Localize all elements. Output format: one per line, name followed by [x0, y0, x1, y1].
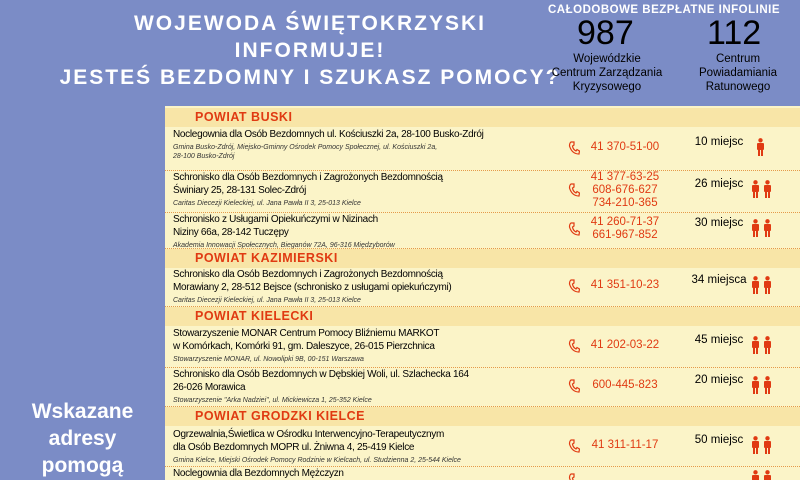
phone-icon — [568, 222, 580, 236]
shelter-operator — [173, 396, 553, 405]
shelter-operator-line: Caritas Diecezji Kieleckiej, ul. Jana Pawła II 3, 25-013 Kielce — [173, 200, 361, 207]
shelter-operator-line: Gmina Kielce, Miejski Ośrodek Pomocy Rodzinie w Kielcach, ul. Studzienna 2, 25-544 Kielce — [173, 457, 461, 464]
shelter-entry — [173, 213, 553, 250]
shelter-name — [173, 368, 553, 394]
shelter-operator — [173, 456, 553, 465]
hotline-label-line: Kryzysowego — [572, 81, 642, 93]
phone-number[interactable]: 600-445-823 — [592, 379, 658, 391]
shelter-name-line: Schronisko dla Osób Bezdomnych i Zagrożonych Bezdomnością — [173, 172, 443, 183]
phone-icon — [568, 439, 580, 453]
phone-icon — [568, 339, 580, 353]
person-icon — [763, 336, 772, 354]
person-icon — [751, 180, 760, 198]
phone-number[interactable]: 608-676-627 — [592, 183, 658, 196]
shelter-operator-line: Gmina Busko-Zdrój, Miejsko-Gminny Ośrodek Pomocy Społecznej, ul. Kościuszki 2a, — [173, 144, 438, 151]
shelter-name — [173, 213, 553, 239]
person-icon — [751, 219, 760, 237]
person-icon — [751, 376, 760, 394]
slogan-line: Wskazane — [31, 400, 134, 423]
phone-numbers — [565, 439, 685, 452]
title-line: WOJEWODA ŚWIĘTOKRZYSKI — [133, 12, 486, 35]
shelter-entry — [173, 368, 553, 405]
shelter-name — [173, 268, 553, 294]
infoline-title: CAŁODOBOWE BEZPŁATNE INFOLINIE — [547, 4, 780, 16]
shelter-name — [173, 467, 553, 480]
phone-numbers — [565, 339, 685, 352]
shelter-name-line: Noclegownia dla Bezdomnych Mężczyzn — [173, 468, 344, 479]
shelter-name-line: Schronisko dla Osób Bezdomnych w Dębskiej Woli, ul. Szlachecka 164 — [173, 369, 469, 380]
shelter-operator-line: Stowarzyszenie "Arka Nadziei", ul. Mickiewicza 1, 25-352 Kielce — [173, 397, 372, 404]
hotline-label-line: Centrum Zarządzania — [551, 67, 663, 79]
shelter-name — [173, 128, 553, 141]
phone-number[interactable]: 41 370-51-00 — [590, 141, 660, 153]
section-header: POWIAT GRODZKI KIELCE — [165, 407, 800, 426]
shelter-entry — [173, 428, 553, 465]
hotline-label-line: Powiadamiania — [699, 67, 777, 79]
person-icon — [763, 436, 772, 454]
shelter-operator — [173, 199, 553, 208]
person-icon — [751, 336, 760, 354]
phone-icon — [568, 379, 580, 393]
shelter-operator — [173, 296, 553, 305]
person-icon — [751, 276, 760, 294]
places-count: 30 miejsc — [694, 217, 744, 229]
side-slogan — [0, 398, 165, 479]
title-line: INFORMUJE! — [234, 39, 386, 62]
shelter-name-line: dla Osób Bezdomnych MOPR ul. Żniwna 4, 25-419 Kielce — [173, 442, 415, 453]
person-icon — [756, 138, 765, 156]
shelter-entry — [173, 327, 553, 364]
phone-icon — [568, 141, 580, 155]
phone-numbers — [565, 279, 685, 292]
person-icon — [763, 376, 772, 394]
shelter-name-line: Schronisko z Usługami Opiekuńczymi w Nizinach — [173, 214, 378, 225]
phone-numbers — [565, 171, 685, 210]
shelter-operator-line: Akademia Innowacji Społecznych, Bieganów 72A, 96-316 Międzyborów — [173, 242, 395, 249]
phone-numbers — [565, 379, 685, 392]
shelter-entry — [173, 171, 553, 208]
shelter-entry — [173, 128, 553, 161]
shelter-name-line: 26-026 Morawica — [173, 382, 246, 393]
hotline-label — [680, 52, 796, 94]
hotline-label-line: Wojewódzkie — [573, 53, 641, 65]
phone-number[interactable]: 41 377-63-25 — [590, 170, 660, 183]
person-icon — [763, 219, 772, 237]
places-count: 26 miejsc — [694, 178, 744, 190]
shelter-name-line: Stowarzyszenie MONAR Centrum Pomocy Bliźniemu MARKOT — [173, 328, 440, 339]
shelter-entry — [173, 268, 553, 305]
page-title — [0, 10, 620, 91]
places-count: 34 miejsca — [691, 273, 747, 286]
shelter-name — [173, 428, 553, 454]
shelter-operator-line: Stowarzyszenie MONAR, ul. Nowolipki 9B, 00-151 Warszawa — [173, 356, 364, 363]
places-count: 50 miejsc — [694, 433, 744, 446]
phone-icon — [568, 473, 580, 480]
slogan-line: adresy — [48, 427, 117, 450]
person-icon — [751, 470, 760, 480]
section-header: POWIAT KAZIMIERSKI — [165, 249, 800, 268]
phone-icon — [568, 183, 580, 197]
person-icon — [751, 436, 760, 454]
title-line: JESTEŚ BEZDOMNY I SZUKASZ POMOCY? — [59, 66, 561, 89]
hotline-label-line: Centrum — [715, 53, 761, 65]
shelter-name-line: Niziny 66a, 28-142 Tuczępy — [173, 227, 289, 238]
shelter-name — [173, 327, 553, 353]
section-header: POWIAT BUSKI — [165, 108, 800, 127]
places-count: 45 miejsc — [694, 333, 744, 346]
shelter-operator-line: Caritas Diecezji Kieleckiej, ul. Jana Pawła II 3, 25-013 Kielce — [173, 297, 361, 304]
shelter-entry — [173, 467, 553, 480]
header — [0, 0, 800, 106]
hotline-label-line: Ratunowego — [705, 81, 771, 93]
shelter-name-line: Świniary 25, 28-131 Solec-Zdrój — [173, 185, 306, 196]
shelter-operator — [173, 355, 553, 364]
section-header: POWIAT KIELECKI — [165, 307, 800, 326]
person-icon — [763, 180, 772, 198]
slogan-line: pomogą — [41, 454, 124, 477]
shelter-name-line: w Komórkach, Komórki 91, gm. Daleszyce, 26-015 Pierzchnica — [173, 341, 435, 352]
shelter-name-line: Morawiany 2, 28-512 Bejsce (schronisko z usługami opiekuńczymi) — [173, 282, 452, 293]
phone-numbers — [565, 216, 685, 242]
phone-number[interactable]: 41 311-11-17 — [591, 439, 659, 451]
shelter-name — [173, 171, 553, 197]
shelter-list — [165, 106, 800, 480]
places-count: 20 miejsc — [694, 373, 744, 386]
person-icon — [763, 470, 772, 480]
shelter-name-line: Schronisko dla Osób Bezdomnych i Zagrożonych Bezdomnością — [173, 269, 443, 280]
hotline-label — [540, 52, 674, 94]
shelter-name-line: Noclegownia dla Osób Bezdomnych ul. Kościuszki 2a, 28-100 Busko-Zdrój — [173, 129, 484, 140]
phone-number[interactable]: 41 260-71-37 — [590, 216, 660, 228]
shelter-operator — [173, 143, 553, 161]
phone-numbers — [565, 141, 685, 154]
shelter-name-line: Ogrzewalnia,Świetlica w Ośrodku Interwencyjno-Terapeutycznym — [173, 429, 445, 440]
hotline-number: 112 — [707, 14, 762, 52]
places-count: 10 miejsc — [694, 135, 744, 148]
phone-number[interactable]: 734-210-365 — [592, 196, 658, 209]
phone-number[interactable]: 41 202-03-22 — [590, 339, 660, 351]
phone-number[interactable]: 661-967-852 — [592, 229, 658, 241]
person-icon — [763, 276, 772, 294]
phone-number[interactable]: 41 351-10-23 — [590, 279, 660, 291]
phone-icon — [568, 279, 580, 293]
shelter-operator-line: 28-100 Busko-Zdrój — [173, 153, 235, 160]
hotline-number: 987 — [577, 14, 634, 52]
